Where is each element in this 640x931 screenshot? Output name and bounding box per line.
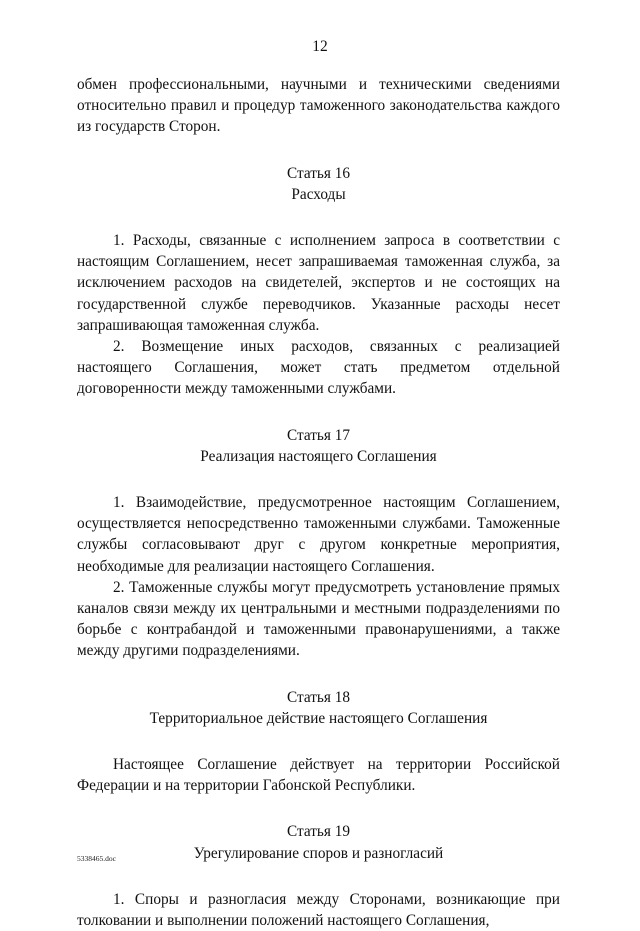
article-paragraph: 2. Таможенные службы могут предусмотреть установление прямых каналов связи между их центральными и местными подразделениями по борьбе с контрабандой и таможенными правонарушениями, а также между другими подразделениями. (77, 578, 560, 660)
article-paragraph: 1. Споры и разногласия между Сторонами, возникающие при толковании и выполнении положений настоящего Соглашения, (77, 890, 560, 930)
article-17 (77, 425, 560, 662)
article-16 (77, 163, 560, 400)
article-title: Территориальное действие настоящего Соглашения (149, 709, 488, 727)
footer-doc-code: 5338465.doc (77, 854, 116, 863)
article-number: Статья 19 (286, 823, 351, 841)
article-number: Статья 16 (286, 164, 351, 182)
article-number: Статья 17 (286, 426, 351, 444)
article-paragraph: 2. Возмещение иных расходов, связанных с реализацией настоящего Соглашения, может стать предметом отдельной договоренности между таможенными службами. (77, 338, 560, 398)
article-title: Реализация настоящего Соглашения (200, 447, 437, 465)
article-18 (77, 687, 560, 797)
article-19 (77, 821, 560, 931)
intro-paragraph: обмен профессиональными, научными и техническими сведениями относительно правил и процедур таможенного законодательства каждого из государств Сторон. (77, 76, 560, 136)
article-title: Урегулирование споров и разногласий (193, 844, 444, 862)
article-number: Статья 18 (286, 688, 351, 706)
page-number: 12 (312, 38, 328, 55)
article-paragraph: 1. Взаимодействие, предусмотренное настоящим Соглашением, осуществляется непосредственно таможенными службами. Таможенные службы согласовывают друг с другом конкретные мероприятия, необходимые для реализации настоящего Соглашения. (77, 494, 560, 575)
article-paragraph: 1. Расходы, связанные с исполнением запроса в соответствии с настоящим Соглашением, несет запрашиваемая таможенная служба, за исключением расходов на свидетелей, экспертов и не состоящих на государственной службе переводчиков. Указанные расходы несет запрашивающая таможенная служба. (77, 232, 560, 334)
article-paragraph: Настоящее Соглашение действует на территории Российской Федерации и на территории Габонской Республики. (77, 756, 560, 795)
article-title: Расходы (291, 185, 346, 203)
document-body (77, 74, 560, 931)
